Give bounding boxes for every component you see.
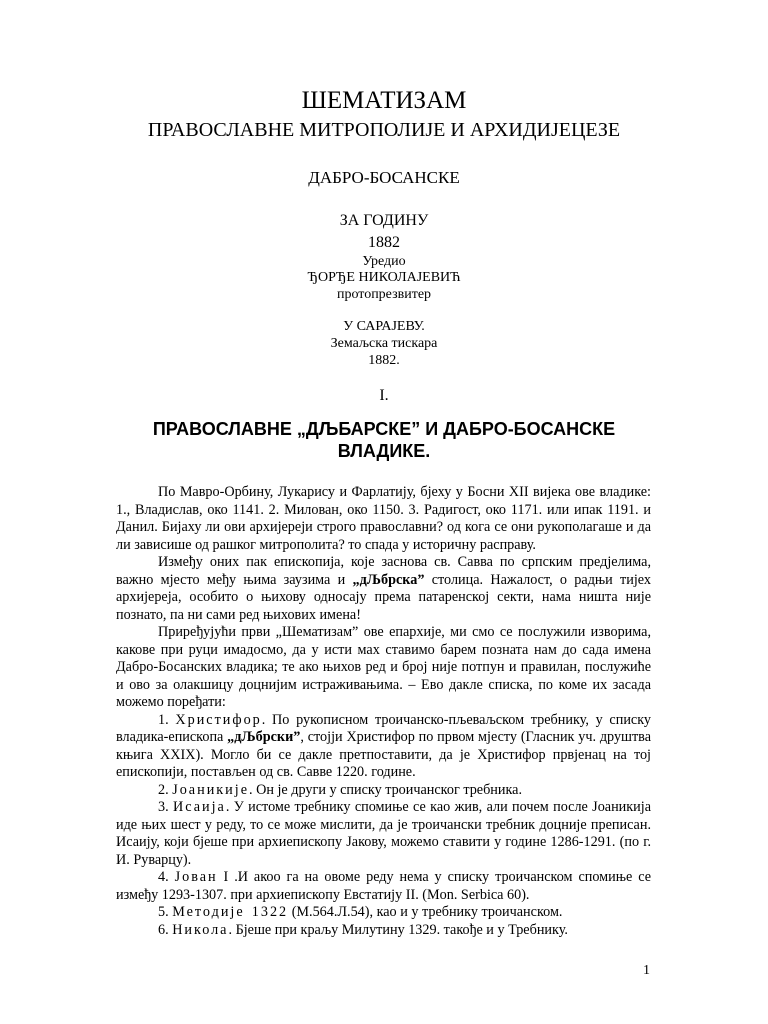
text-span: (М.564.Л.54), као и у требнику троичанском. <box>288 904 563 920</box>
document-subtitle: ПРАВОСЛАВНЕ МИТРОПОЛИЈЕ И АРХИДИЈЕЦЕЗЕ <box>147 119 621 141</box>
list-item <box>116 904 651 922</box>
edited-by-label: Уредио <box>362 254 406 269</box>
list-item <box>116 782 651 800</box>
bishop-name: Јоаникије <box>172 781 250 798</box>
bold-term: „дЉбрска” <box>352 571 425 588</box>
item-number: 1. <box>158 711 176 728</box>
chapter-number: I. <box>379 387 389 404</box>
text-span: . У истоме требнику спомиње се као жив, али почем после Јоаникија иде њих шест у реду, то се може мислити, да је троичански требник доцније преписан. Исаију, који бјеше при архиепископу Јакову, можемо ставити у године 1286-1291. (по г. И. Руварцу). <box>116 799 651 868</box>
bold-term: „дЉбрски” <box>227 729 301 745</box>
list-item <box>116 922 651 940</box>
text-span: I .И акоо га на овоме реду нема у списку троичанском спомиње се између 1293-1307. при архиепископу Евстатију II. (Mon. Serbica 60). <box>116 869 651 903</box>
bishop-name: Христифор <box>175 711 262 728</box>
item-number: 5. <box>158 904 173 920</box>
list-item <box>116 869 651 904</box>
chapter-heading: ПРАВОСЛАВНЕ „ДЉБАРСКЕ” И ДАБРО-БОСАНСКЕ ВЛАДИКЕ. <box>152 419 616 461</box>
list-item <box>116 712 651 782</box>
eparchy-name: ДАБРО-БОСАНСКЕ <box>308 168 460 187</box>
bishop-name: Методије <box>172 904 245 920</box>
item-number: 4. <box>158 869 175 885</box>
document-title: ШЕМАТИЗАМ <box>301 87 467 114</box>
page-number: 1 <box>643 963 650 978</box>
body-text <box>116 484 651 939</box>
editor-name: ЂОРЂЕ НИКОЛАЈЕВИЋ <box>307 270 461 285</box>
paragraph: По Мавро-Орбину, Лукарису и Фарлатију, бјеху у Босни XII вијека ове владике: 1., Владислав, око 1141. 2. Милован, око 1150. 3. Радигост, око 1171. или ипак 1191. и Данил. Бијаху ли ови архијереји строго православни? од кога се они рукополагаше и да ли зависише од рашког митрополита? то спада у историчну расправу. <box>116 484 651 553</box>
bishop-name: Исаија <box>173 799 226 815</box>
for-year-label: ЗА ГОДИНУ <box>339 212 429 229</box>
text-span: . Он је други у списку троичанског требника. <box>249 781 523 798</box>
bishop-name: Никола <box>172 921 229 938</box>
text-span: , стојји Христифор по првом мјесту (Гласник уч. друштва књига XXIX). Могло би се дакле претпоставити, да је Христифор првјенац на тој епископији, постављен од св. Савве 1220. године. <box>116 729 651 780</box>
item-number: 3. <box>158 799 173 815</box>
text-span: Између оних пак епископија, које заснова св. Савва по српским предјелима, важно мјесто међу њима заузима и <box>116 554 651 588</box>
text-span: . По рукописном троичанско-пљеваљском требнику, у списку владика-епископа <box>116 711 651 745</box>
publication-place: У САРАЈЕВУ. <box>343 319 425 334</box>
list-item <box>116 799 651 869</box>
bishop-year: 1322 <box>251 904 289 920</box>
item-number: 2. <box>158 781 173 798</box>
print-year: 1882. <box>368 353 400 368</box>
year: 1882 <box>368 234 400 251</box>
item-number: 6. <box>158 921 173 938</box>
editor-title: протопрезвитер <box>336 287 432 302</box>
bishop-name: Јован <box>174 869 218 885</box>
paragraph: Приређујући први „Шематизам” ове епархије, ми смо се послужили изворима, какове при руци имадосмо, да у исти мах ставимо барем позната нам до сада имена Дабро-Босанских владика; те ако њихов ред и број није потпун и правилан, послужиће и ово за олакшицу доцнијим истраживањима. – Ево дакле списка, по коме их засада можемо поређати: <box>116 624 651 710</box>
text-span: . Бјеше при краљу Милутину 1329. такође и у Требнику. <box>228 921 568 938</box>
paragraph <box>116 554 651 624</box>
printer-name: Земаљска тискара <box>330 336 438 351</box>
text-span: столица. Нажалост, о радњи тијех архијереја, особито о њихову односају према патаренској секти, нама ништа није познато, па ни сами ред њихових имена! <box>116 571 651 623</box>
